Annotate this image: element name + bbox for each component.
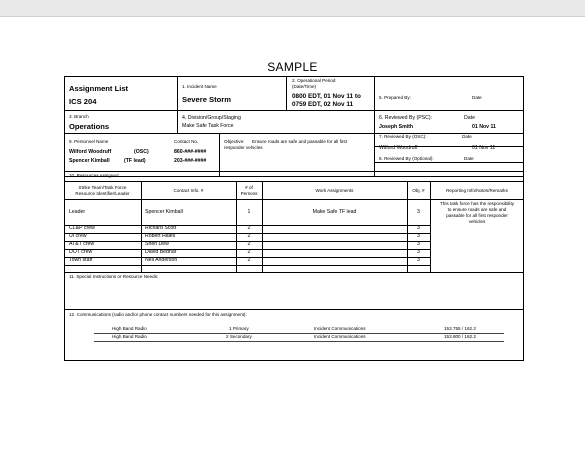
table-row-cell-obj: 3 xyxy=(417,241,420,247)
page-title: SAMPLE xyxy=(267,60,318,74)
col-persons-header-2: Persons xyxy=(240,191,258,196)
optional-reviewer-label: 8. Reviewed By (Optional): xyxy=(379,156,434,161)
objective-label: Objective: xyxy=(224,139,245,144)
optional-date-label: Date xyxy=(464,156,474,161)
form-name: Assignment List xyxy=(69,84,129,93)
comm-row-freq: 153.755 / 162.2 xyxy=(444,326,476,331)
col-contact-header: Contact Info. # xyxy=(173,188,204,193)
table-row-cell-contact: Neil Anderson xyxy=(145,257,178,263)
person2-name: Spencer Kimball xyxy=(69,158,110,164)
col-persons-header-1: # of xyxy=(245,185,253,190)
table-row-cell-team: Town staff xyxy=(69,257,93,263)
col-reporting-header: Reporting Info/Notes/Remarks xyxy=(446,188,508,193)
person1-role: (OSC) xyxy=(134,149,149,155)
op-period-sublabel: (Date/Time) xyxy=(292,84,317,89)
prepared-by-label: 5. Prepared By: xyxy=(379,95,411,100)
table-row-cell-obj: 3 xyxy=(417,233,420,239)
col-work-header: Work Assignments xyxy=(315,188,354,193)
incident-name-value: Severe Storm xyxy=(182,95,231,104)
col-team-header-1: Strike Team/Task Force xyxy=(78,185,127,190)
table-row-cell-persons: 2 xyxy=(247,257,251,263)
table-row-cell-persons: 2 xyxy=(247,233,251,239)
comm-row-name: High Band Radio xyxy=(112,326,147,331)
person2-phone: 203-###-#### xyxy=(174,158,207,164)
person1-phone: 860-###-#### xyxy=(174,149,207,155)
table-row-cell-obj: 3 xyxy=(417,225,420,231)
form-number: ICS 204 xyxy=(69,97,97,106)
prepared-date-label: Date xyxy=(472,95,482,100)
table-row-cell-contact: David Bednar xyxy=(145,249,177,255)
viewer-toolbar xyxy=(0,0,585,17)
special-instructions-label: 11. Special Instructions or Resource Needs: xyxy=(69,274,159,279)
communications-label: 12. Communications (radio and/or phone contact numbers needed for this assignment): xyxy=(69,312,247,317)
table-row-cell-work: Make Safe TF lead xyxy=(312,209,357,215)
comm-row-freq: 153.800 / 162.2 xyxy=(444,334,476,339)
branch-value: Operations xyxy=(69,122,110,131)
person2-role: (TF lead) xyxy=(124,158,146,164)
personnel-label: 9. Personnel Name xyxy=(69,139,109,144)
objective-text-1: Ensure roads are safe and passable for all first xyxy=(252,139,347,144)
branch-label: 3. Branch xyxy=(69,114,89,119)
col-team-header-2: Resource Identifier/Leader xyxy=(75,191,130,196)
op-period-start: 0800 EDT, 01 Nov 11 to xyxy=(292,93,361,100)
table-row-cell-obj: 3 xyxy=(417,209,420,215)
op-period-label: 2. Operational Period xyxy=(292,78,336,83)
table-row-note-2: to ensure roads are safe and xyxy=(447,207,507,212)
table-row-cell-team: AT&T crew xyxy=(69,241,95,247)
table-row-note-3: passable for all first responder xyxy=(446,213,508,218)
comm-row-name: High Band Radio xyxy=(112,334,147,339)
person1-name: Wilford Woodruff xyxy=(69,149,112,155)
resources-label: 10. Resources Assigned xyxy=(69,173,119,178)
col-obj-header: Obj. # xyxy=(412,188,425,193)
table-row-cell-obj: 3 xyxy=(417,249,420,255)
table-row-cell-team: Leader xyxy=(69,209,86,215)
table-row-cell-contact: Richard Scott xyxy=(145,225,177,231)
division-value: Make Safe Task Force xyxy=(182,123,234,129)
osc-name: Wilford Woodruff xyxy=(379,145,418,151)
psc-name: Joseph Smith xyxy=(379,124,414,130)
table-row-cell-team: DOT crew xyxy=(69,249,93,255)
osc-date: 01 Nov 11 xyxy=(472,145,496,151)
table-row-cell-contact: Sheri Dew xyxy=(145,241,169,247)
objective-text-2: responder vehicles xyxy=(224,145,263,150)
comm-row-use: Incident Communications xyxy=(314,326,366,331)
psc-date: 01 Nov 11 xyxy=(472,124,496,130)
psc-label: 6. Reviewed By (PSC): xyxy=(379,115,433,121)
division-label: 4. Division/Group/Staging xyxy=(182,115,241,121)
psc-date-label: Date xyxy=(464,115,475,121)
table-row-cell-team: UI crew xyxy=(69,233,87,239)
ics-204-form xyxy=(64,76,524,444)
table-row-cell-persons: 2 xyxy=(247,249,251,255)
table-row-cell-persons: 1 xyxy=(247,209,251,215)
osc-label: 7. Reviewed By (OSC): xyxy=(379,134,427,139)
op-period-end: 0759 EDT, 02 Nov 11 xyxy=(292,101,354,108)
comm-row-use: Incident Communications xyxy=(314,334,366,339)
comm-row-channel: 2 Secondary xyxy=(226,334,252,339)
incident-name-label: 1. Incident Name xyxy=(182,84,217,89)
table-row-cell-team: CL&P crew xyxy=(69,225,95,231)
comm-row-channel: 1 Primary xyxy=(229,326,249,331)
table-row-note-1: This task force has the responsibility xyxy=(439,201,515,206)
table-row-cell-contact: Robert Hales xyxy=(145,233,176,239)
table-row-note-4: vehicles xyxy=(468,219,486,224)
contact-no-label: Contact No. xyxy=(174,139,199,144)
table-row-cell-contact: Spencer Kimball xyxy=(145,209,183,215)
table-row-cell-persons: 2 xyxy=(247,225,251,231)
osc-date-label: Date xyxy=(462,134,472,139)
table-row-cell-obj: 3 xyxy=(417,257,420,263)
table-row-cell-persons: 2 xyxy=(247,241,251,247)
